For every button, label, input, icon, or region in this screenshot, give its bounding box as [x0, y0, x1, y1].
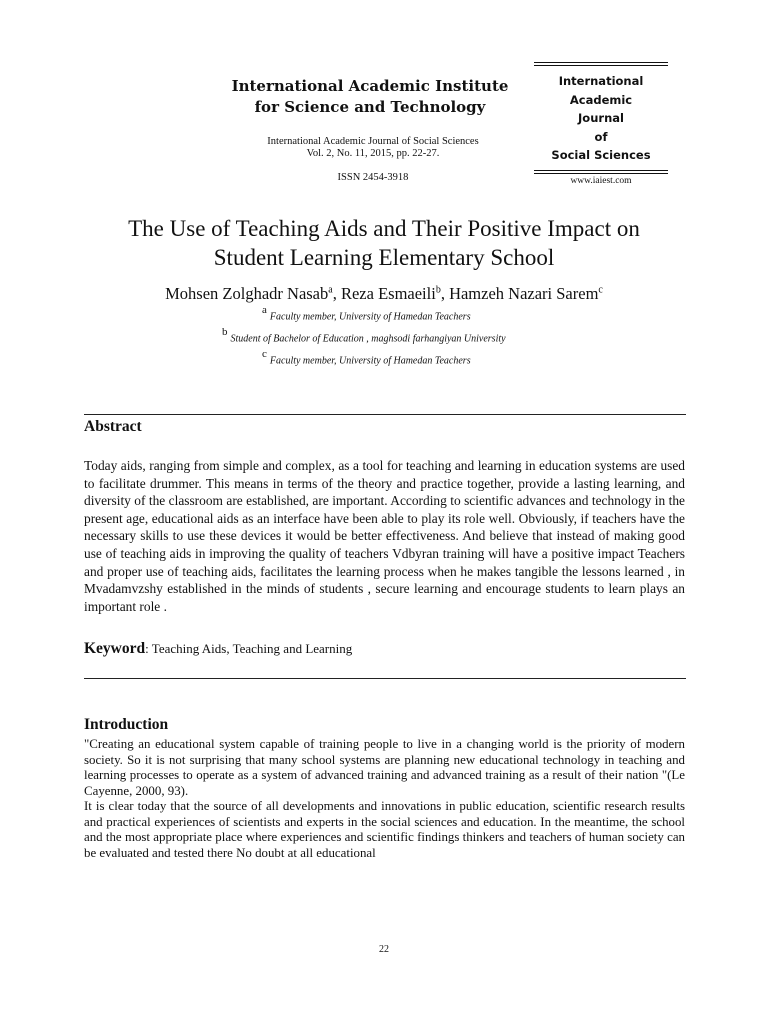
abstract-text: Today aids, ranging from simple and complex, as a tool for teaching and learning in education systems are used to facilitate drummer. This means in terms of the theory and practice together, provide a lasting learning, and diversity of the classroom are established, are important. According to scientific advances and technology in the present age, educational aids as an interface have been able to play its role well. Obviously, if teachers have the necessary skills to use these devices it would be better effectiveness. And believe that instead of making good use of teaching aids in improving the quality of teachers Vdbyran training will have a positive impact Teachers and proper use of teaching aids, facilitates the learning process when he makes tangible the lessons learned , in Mvadamvzshy established in the minds of students , secure learning and encourage students to learn plays an important role .: [84, 458, 685, 614]
author-mark: a: [328, 284, 333, 296]
journal-box-text: [534, 68, 668, 168]
keyword-line: [84, 640, 352, 658]
keyword-colon: :: [145, 641, 152, 656]
paper-title: [84, 214, 684, 272]
divider-top: [84, 414, 686, 415]
affiliation-mark: b: [222, 326, 228, 338]
introduction-paragraph-1: "Creating an educational system capable of training people to live in a changing world is the priority of modern society. So it is not surprising that many school systems are planning new educational technology in teaching and learning processes to operate as a system of advanced training and advanced training as a result of their nation "(Le Cayenne, 2000, 93).: [84, 737, 685, 798]
journal-box-line: Journal: [578, 111, 624, 125]
journal-name: International Academic Journal of Social Sciences: [267, 136, 479, 147]
institute-name-line1: International Academic Institute: [231, 77, 509, 95]
affiliation-b: [222, 328, 506, 344]
journal-box-rule-bottom-2: [534, 173, 668, 174]
paper-title-line1: The Use of Teaching Aids and Their Positive Impact on: [128, 216, 640, 241]
affiliation-mark: c: [262, 348, 267, 360]
journal-box-line: International: [558, 74, 644, 88]
paper-title-line2: Student Learning Elementary School: [213, 245, 555, 270]
institute-name-line2: for Science and Technology: [254, 98, 486, 116]
author-name: Reza Esmaeili: [340, 284, 436, 303]
journal-box-rule-top-2: [534, 65, 668, 66]
introduction-heading: Introduction: [84, 716, 169, 733]
divider-bottom: [84, 678, 686, 679]
author-mark: c: [598, 284, 603, 296]
affiliation-mark: a: [262, 304, 267, 316]
affiliation-text: Faculty member, University of Hamedan Teachers: [269, 311, 471, 323]
journal-meta: [220, 136, 526, 160]
affiliation-a: [262, 306, 471, 322]
affiliation-text: Faculty member, University of Hamedan Teachers: [269, 355, 471, 367]
affiliation-text: Student of Bachelor of Education , maghsodi farhangiyan University: [230, 333, 506, 345]
journal-box-line: Social Sciences: [551, 148, 651, 162]
author-separator: ,: [332, 284, 341, 303]
author-name: Mohsen Zolghadr Nasab: [165, 284, 329, 303]
author-separator: ,: [440, 284, 450, 303]
journal-box-rule-top: [534, 62, 668, 63]
keyword-label: Keyword: [84, 640, 146, 657]
affiliation-c: [262, 350, 471, 366]
institute-name: [210, 76, 530, 118]
website-link[interactable]: www.iaiest.com: [570, 176, 632, 186]
abstract-heading: Abstract: [84, 418, 142, 435]
introduction-paragraph-2: It is clear today that the source of all developments and innovations in public education, scientific research results and practical experiences of scientists and experts in the social sciences and education. In the meantime, the school and the most appropriate place where experiences and scientific findings thinkers and teachers of human society can be evaluated and tested there No doubt at all educational: [84, 799, 685, 860]
volume-info: Vol. 2, No. 11, 2015, pp. 22-27.: [306, 148, 440, 159]
issn: ISSN 2454-3918: [337, 172, 409, 183]
page-number: 22: [379, 944, 389, 955]
author-mark: b: [435, 284, 441, 296]
author-name: Hamzeh Nazari Sarem: [449, 284, 599, 303]
journal-box-line: Academic: [569, 92, 633, 107]
author-list: [84, 284, 684, 304]
journal-box-line: of: [594, 129, 608, 144]
keyword-text: Teaching Aids, Teaching and Learning: [151, 641, 353, 656]
journal-box-rule-bottom: [534, 170, 668, 171]
journal-logo-box: [534, 62, 668, 174]
